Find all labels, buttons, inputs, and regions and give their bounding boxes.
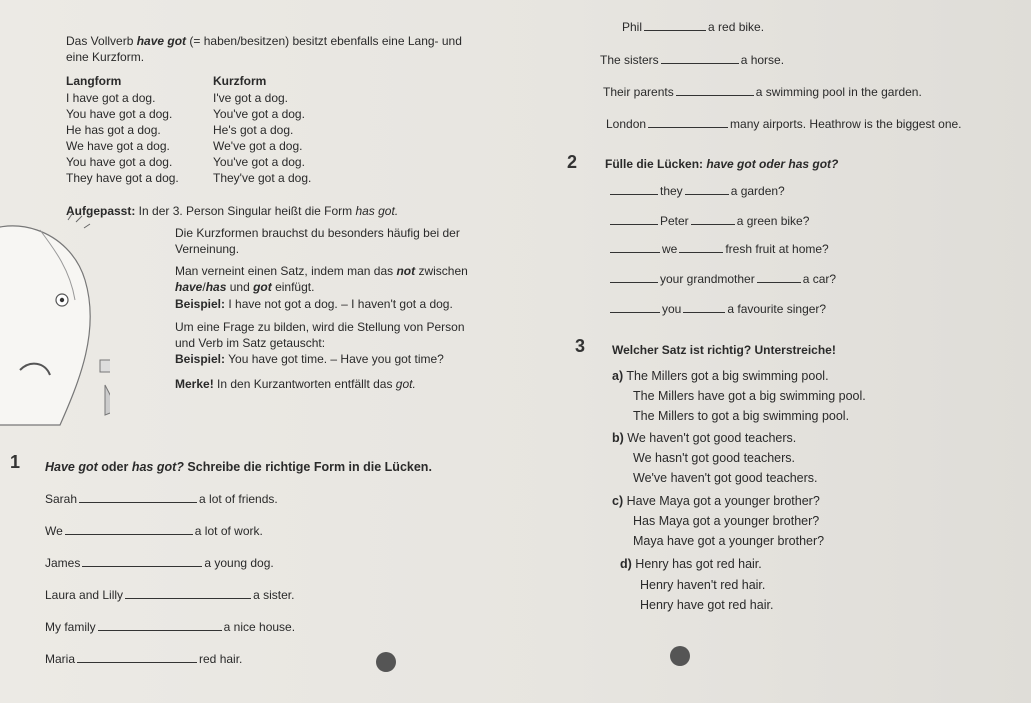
exercise-3-number: 3: [575, 336, 586, 356]
kurzform-row: You've got a dog.: [213, 155, 305, 169]
answer-blank[interactable]: [610, 281, 658, 283]
exercise-1-item: [45, 652, 242, 666]
langform-row: You have got a dog.: [66, 155, 173, 169]
option-sentence[interactable]: Henry has got red hair.: [635, 557, 762, 571]
binder-hole: [376, 652, 396, 672]
exercise-1-item: [606, 117, 962, 131]
item-rest: a horse.: [740, 53, 785, 67]
item-rest: a car?: [802, 272, 837, 286]
item-subject: you: [662, 302, 682, 316]
option-sentence[interactable]: Maya have got a younger brother?: [633, 534, 825, 548]
exercise-1-item: [600, 53, 784, 67]
frage-note-1: Um eine Frage zu bilden, wird die Stellung von Person: [175, 320, 465, 334]
answer-blank[interactable]: [648, 126, 728, 128]
item-subject: We: [45, 524, 63, 538]
exercise-1-item: [622, 20, 764, 34]
negation-note-2: [175, 280, 314, 294]
negation-note-1: [175, 264, 468, 278]
answer-blank[interactable]: [82, 565, 202, 567]
answer-blank[interactable]: [125, 597, 251, 599]
item-subject: we: [662, 242, 678, 256]
beispiel-1: [175, 297, 453, 311]
negation-got: got: [253, 280, 272, 294]
kurzform-note-2: Verneinung.: [175, 242, 240, 256]
col-header-kurzform: Kurzform: [213, 74, 267, 88]
aufgepasst-text: In der 3. Person Singular heißt die Form: [135, 204, 356, 218]
frage-note-2: und Verb im Satz getauscht:: [175, 336, 326, 350]
option-sentence[interactable]: We've haven't got good teachers.: [633, 471, 818, 485]
item-subject: James: [45, 556, 81, 570]
item-rest: a sister.: [253, 588, 295, 602]
exercise-1-item: [45, 588, 294, 602]
negation-text: Man verneint einen Satz, indem man das: [175, 264, 397, 278]
cartoon-character-illustration: [0, 210, 110, 440]
item-subject: Phil: [622, 20, 643, 34]
exercise-2-instruction: [605, 157, 838, 171]
item-rest: a young dog.: [204, 556, 274, 570]
aufgepasst-note: [66, 204, 398, 218]
kurzform-row: We've got a dog.: [213, 139, 303, 153]
option-sentence[interactable]: Have Maya got a younger brother?: [626, 494, 820, 508]
kurzform-note-1: Die Kurzformen brauchst du besonders häufig bei der: [175, 226, 460, 240]
intro-line-2: eine Kurzform.: [66, 50, 145, 64]
aufgepasst-form: has got.: [355, 204, 399, 218]
exercise-3-group: [612, 369, 829, 383]
group-letter: c): [612, 494, 624, 508]
kurzform-row: He's got a dog.: [213, 123, 294, 137]
item-rest: a nice house.: [223, 620, 296, 634]
option-sentence[interactable]: We haven't got good teachers.: [627, 431, 797, 445]
langform-row: You have got a dog.: [66, 107, 173, 121]
merke-form: got.: [395, 377, 416, 391]
instruction-part: oder: [97, 460, 132, 474]
beispiel-text: You have got time. – Have you got time?: [225, 352, 444, 366]
negation-slash: /: [202, 280, 206, 294]
langform-row: He has got a dog.: [66, 123, 161, 137]
item-subject: The sisters: [600, 53, 659, 67]
exercise-2-item: [608, 214, 809, 228]
merke-note: [175, 377, 416, 391]
intro-text: Das Vollverb: [66, 34, 137, 48]
instruction-part: has got?: [131, 460, 184, 474]
binder-hole: [670, 646, 690, 666]
exercise-2-item: [608, 242, 829, 256]
beispiel-label: Beispiel:: [175, 297, 226, 311]
negation-have: have: [175, 280, 203, 294]
negation-has: has: [205, 280, 227, 294]
exercise-3-group: [620, 557, 762, 571]
option-sentence[interactable]: The Millers have got a big swimming pool.: [633, 389, 866, 403]
group-letter: d): [620, 557, 632, 571]
kurzform-row: They've got a dog.: [213, 171, 312, 185]
item-rest: a lot of friends.: [199, 492, 278, 506]
answer-blank[interactable]: [77, 661, 197, 663]
negation-not: not: [396, 264, 416, 278]
option-sentence[interactable]: We hasn't got good teachers.: [633, 451, 795, 465]
negation-text: zwischen: [415, 264, 468, 278]
instruction-part: have got oder has got?: [706, 157, 839, 171]
item-rest: many airports. Heathrow is the biggest one.: [730, 117, 962, 131]
item-subject: Laura and Lilly: [45, 588, 124, 602]
item-subject: your grandmother: [660, 272, 755, 286]
item-rest: fresh fruit at home?: [725, 242, 829, 256]
intro-line-1: [66, 34, 462, 48]
answer-blank[interactable]: [691, 223, 735, 225]
exercise-3-group: [612, 494, 820, 508]
exercise-3-instruction: Welcher Satz ist richtig? Unterstreiche!: [612, 343, 836, 357]
exercise-1-item: [45, 492, 278, 506]
exercise-1-item: [45, 524, 263, 538]
item-subject: London: [606, 117, 647, 131]
col-header-langform: Langform: [66, 74, 122, 88]
group-letter: a): [612, 369, 624, 383]
item-subject: Their parents: [603, 85, 674, 99]
answer-blank[interactable]: [610, 311, 660, 313]
item-rest: a lot of work.: [194, 524, 263, 538]
exercise-1-item: [45, 620, 295, 634]
instruction-part: Schreibe die richtige Form in die Lücken.: [183, 460, 432, 474]
instruction-part: Have got: [45, 460, 98, 474]
item-rest: a favourite singer?: [727, 302, 827, 316]
exercise-2-item: [608, 184, 785, 198]
exercise-1-number: 1: [10, 452, 21, 472]
option-sentence[interactable]: Henry have got red hair.: [640, 598, 774, 612]
intro-text: (= haben/besitzen) besitzt ebenfalls eine Lang- und: [186, 34, 462, 48]
exercise-1-item: [45, 556, 274, 570]
group-letter: b): [612, 431, 624, 445]
intro-verb: have got: [136, 34, 187, 48]
answer-blank[interactable]: [610, 251, 660, 253]
option-sentence[interactable]: The Millers got a big swimming pool.: [626, 369, 829, 383]
langform-row: I have got a dog.: [66, 91, 156, 105]
answer-blank[interactable]: [683, 311, 725, 313]
item-subject: they: [660, 184, 683, 198]
kurzform-row: You've got a dog.: [213, 107, 305, 121]
exercise-2-item: [608, 302, 826, 316]
item-subject: Peter: [660, 214, 689, 228]
beispiel-label: Beispiel:: [175, 352, 226, 366]
langform-row: We have got a dog.: [66, 139, 170, 153]
item-rest: a garden?: [730, 184, 785, 198]
answer-blank[interactable]: [676, 94, 754, 96]
item-subject: My family: [45, 620, 96, 634]
item-subject: Maria: [45, 652, 76, 666]
answer-blank[interactable]: [679, 251, 723, 253]
answer-blank[interactable]: [65, 533, 193, 535]
item-rest: a swimming pool in the garden.: [755, 85, 922, 99]
answer-blank[interactable]: [757, 281, 801, 283]
answer-blank[interactable]: [79, 501, 197, 503]
answer-blank[interactable]: [610, 193, 658, 195]
beispiel-text: I have not got a dog. – I haven't got a dog.: [225, 297, 453, 311]
answer-blank[interactable]: [644, 29, 706, 31]
item-rest: a green bike?: [736, 214, 810, 228]
exercise-2-item: [608, 272, 836, 286]
negation-text: einfügt.: [271, 280, 315, 294]
option-sentence[interactable]: Has Maya got a younger brother?: [633, 514, 820, 528]
exercise-1-instruction: [45, 460, 432, 474]
answer-blank[interactable]: [610, 223, 658, 225]
langform-row: They have got a dog.: [66, 171, 179, 185]
exercise-1-item: [603, 85, 922, 99]
exercise-3-group: [612, 431, 796, 445]
answer-blank[interactable]: [98, 629, 222, 631]
option-sentence[interactable]: Henry haven't red hair.: [640, 578, 766, 592]
answer-blank[interactable]: [685, 193, 729, 195]
merke-label: Merke!: [175, 377, 214, 391]
option-sentence[interactable]: The Millers to got a big swimming pool.: [633, 409, 850, 423]
kurzform-row: I've got a dog.: [213, 91, 289, 105]
merke-text: In den Kurzantworten entfällt das: [213, 377, 396, 391]
instruction-part: Fülle die Lücken:: [605, 157, 707, 171]
aufgepasst-label: Aufgepasst:: [66, 204, 136, 218]
answer-blank[interactable]: [661, 62, 739, 64]
item-rest: red hair.: [199, 652, 243, 666]
exercise-2-number: 2: [567, 152, 578, 172]
item-subject: Sarah: [45, 492, 78, 506]
negation-text: und: [226, 280, 254, 294]
item-rest: a red bike.: [708, 20, 765, 34]
beispiel-2: [175, 352, 444, 366]
